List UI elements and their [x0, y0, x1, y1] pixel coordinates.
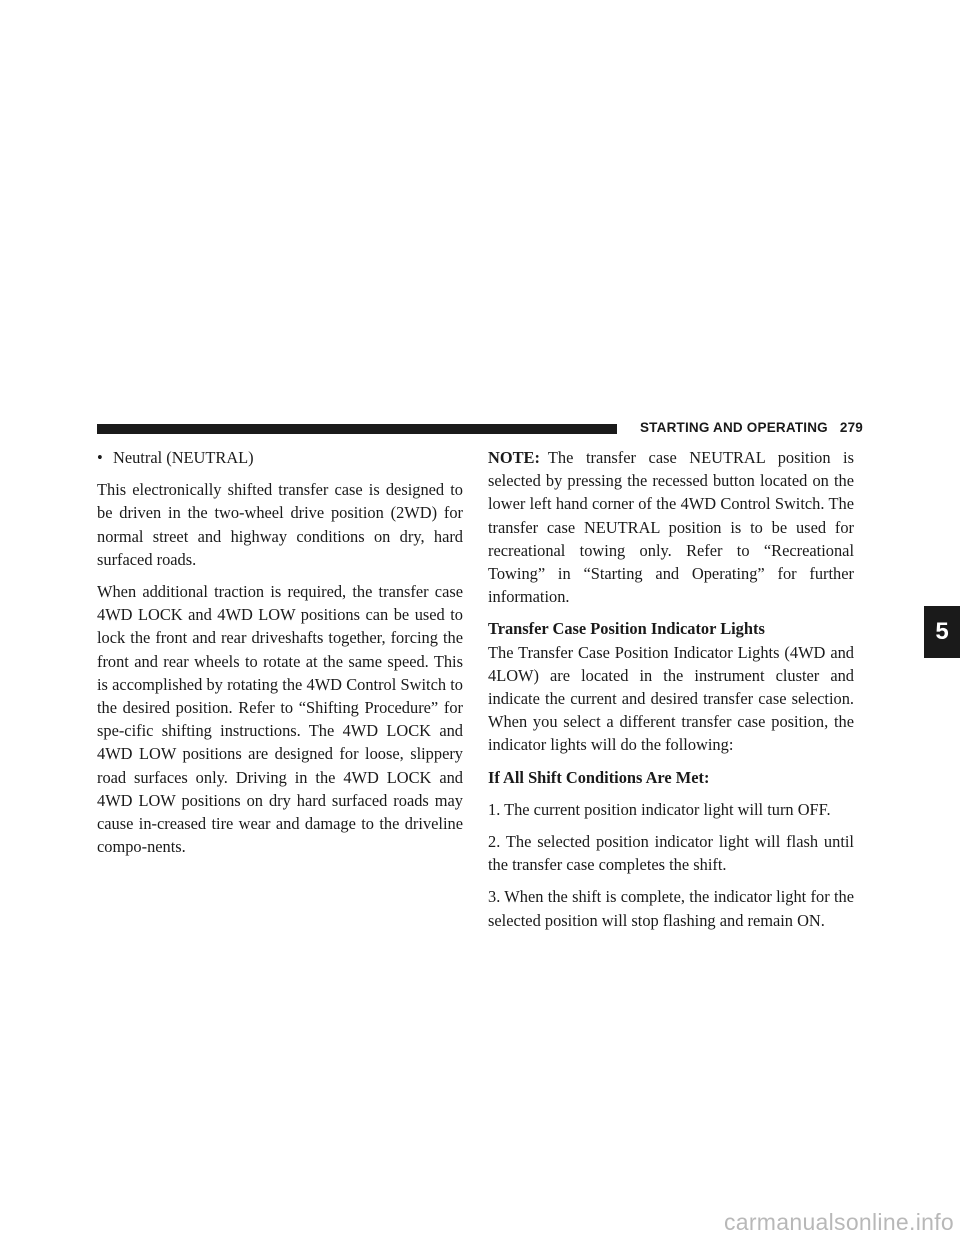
indicator-intro: The Transfer Case Position Indicator Lights (4WD and 4LOW) are located in the instrument cluster and indicate the current and desired transfer case selection. When you select a different transfer case position, the indicator lights will do the following:	[488, 642, 854, 755]
note-label: NOTE:	[488, 448, 540, 467]
section-title: STARTING AND OPERATING	[639, 420, 828, 435]
paragraph-traction: When additional traction is required, the transfer case 4WD LOCK and 4WD LOW positions can be used to lock the front and rear driveshafts together, forcing the front and rear wheels to rotate at the same speed. This is accomplished by rotating the 4WD Control Switch to the desired position. Refer to “Shifting Procedure” for spe-cific shifting instructions. The 4WD LOCK and 4WD LOW positions are designed for loose, slippery road surfaces only. Driving in the 4WD LOCK and 4WD LOW positions on dry hard surfaced roads may cause in-creased tire wear and damage to the driveline compo-nents.	[97, 582, 463, 857]
watermark: carmanualsonline.info	[723, 1209, 954, 1235]
paragraph-2wd: This electronically shifted transfer case is designed to be driven in the two-wheel drive position (2WD) for normal street and highway conditions on dry, hard surfaced roads.	[97, 480, 463, 569]
step-3: 3. When the shift is complete, the indicator light for the selected position will stop flashing and remain ON.	[488, 887, 854, 930]
conditions-heading: If All Shift Conditions Are Met:	[488, 767, 710, 787]
section-tab: 5	[924, 606, 960, 658]
left-column	[97, 446, 463, 867]
step-1: 1. The current position indicator light will turn OFF.	[488, 799, 831, 819]
running-header	[640, 420, 863, 435]
right-column	[488, 446, 854, 941]
page-number: 279	[839, 420, 863, 435]
note-text: The transfer case NEUTRAL position is selected by pressing the recessed button located on the lower left hand corner of the 4WD Control Switch. The transfer case NEUTRAL position is to be used for recreational towing only. Refer to “Recreational Towing” in “Starting and Operating” for further information.	[488, 448, 854, 607]
bullet-item	[97, 446, 463, 469]
subheading-indicator-lights: Transfer Case Position Indicator Lights	[488, 619, 765, 639]
note-paragraph	[488, 446, 854, 608]
bullet-icon: •	[97, 448, 103, 467]
step-2: 2. The selected position indicator light will flash until the transfer case completes the shift.	[488, 832, 854, 875]
header-rule	[97, 424, 617, 434]
bullet-text: Neutral (NEUTRAL)	[113, 448, 254, 467]
